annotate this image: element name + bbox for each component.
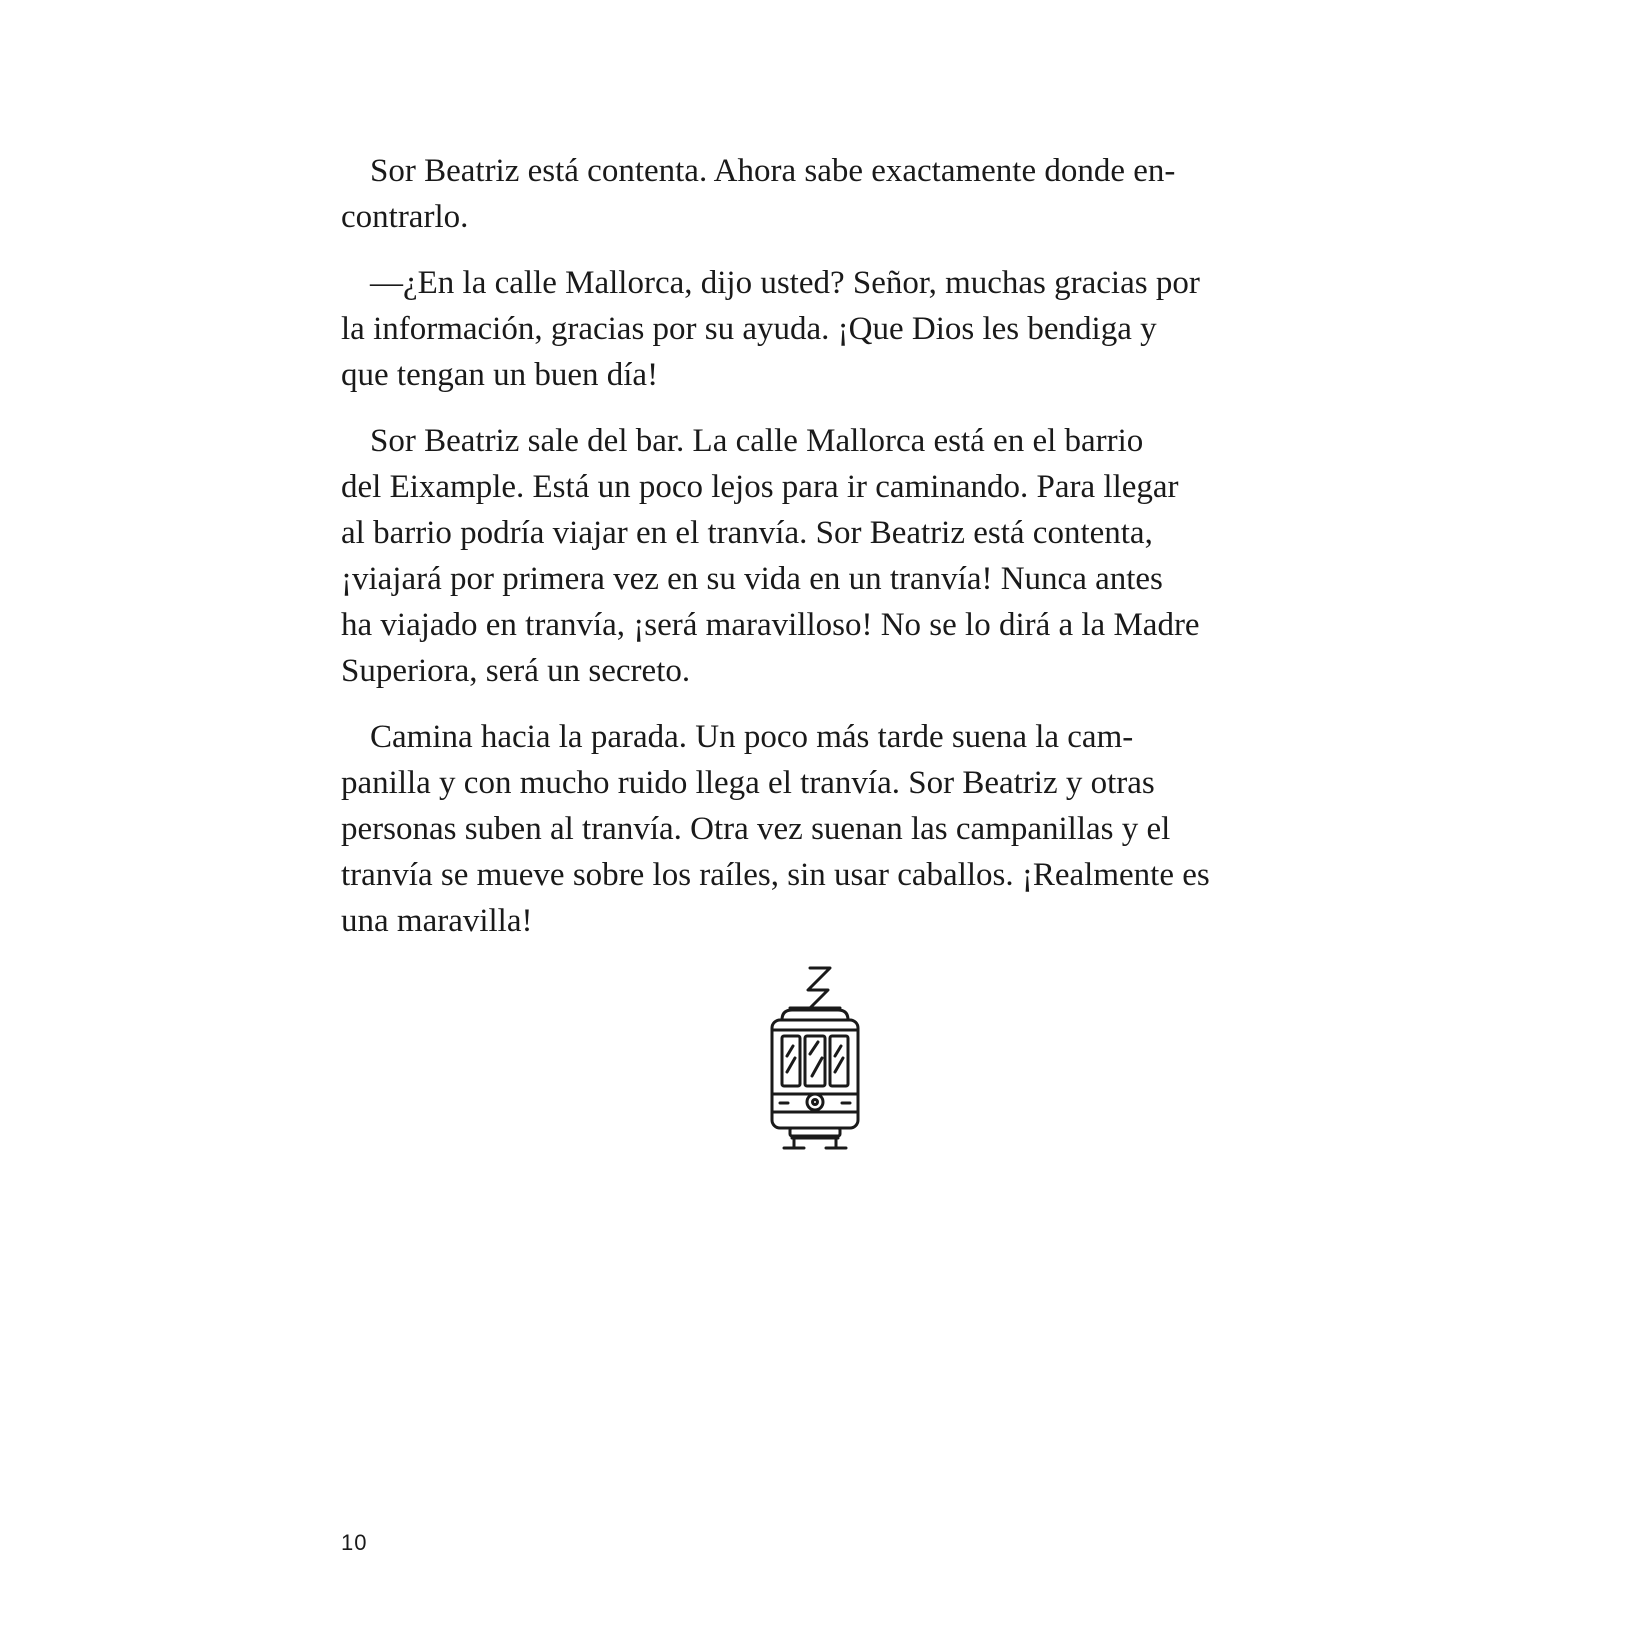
- text-line: Sor Beatriz sale del bar. La calle Mallorca está en el barrio: [370, 423, 1144, 459]
- page-number: 10: [341, 1530, 368, 1555]
- text-line: una maravilla!: [341, 903, 533, 939]
- text-line: —¿En la calle Mallorca, dijo usted? Señor, muchas gracias por: [370, 265, 1200, 301]
- text-line: al barrio podría viajar en el tranvía. Sor Beatriz está contenta,: [341, 515, 1153, 551]
- text-line: ha viajado en tranvía, ¡será maravilloso! No se lo dirá a la Madre: [341, 607, 1200, 643]
- text-line: contrarlo.: [341, 199, 469, 235]
- paragraph-4: [341, 714, 1281, 944]
- body-text: [341, 148, 1281, 964]
- text-line: que tengan un buen día!: [341, 357, 659, 393]
- text-line: tranvía se mueve sobre los raíles, sin usar caballos. ¡Realmente es: [341, 857, 1210, 893]
- text-line: la información, gracias por su ayuda. ¡Que Dios les bendiga y: [341, 311, 1157, 347]
- paragraph-3: [341, 418, 1281, 694]
- text-line: del Eixample. Está un poco lejos para ir caminando. Para llegar: [341, 469, 1179, 505]
- text-line: Sor Beatriz está contenta. Ahora sabe exactamente donde en-: [370, 153, 1176, 189]
- tram-icon: [760, 962, 870, 1156]
- text-line: Superiora, será un secreto.: [341, 653, 691, 689]
- paragraph-1: [341, 148, 1281, 240]
- text-line: personas suben al tranvía. Otra vez suenan las campanillas y el: [341, 811, 1171, 847]
- text-line: panilla y con mucho ruido llega el tranvía. Sor Beatriz y otras: [341, 765, 1155, 801]
- text-line: ¡viajará por primera vez en su vida en un tranvía! Nunca antes: [341, 561, 1163, 597]
- text-line: Camina hacia la parada. Un poco más tarde suena la cam-: [370, 719, 1134, 755]
- paragraph-2: [341, 260, 1281, 398]
